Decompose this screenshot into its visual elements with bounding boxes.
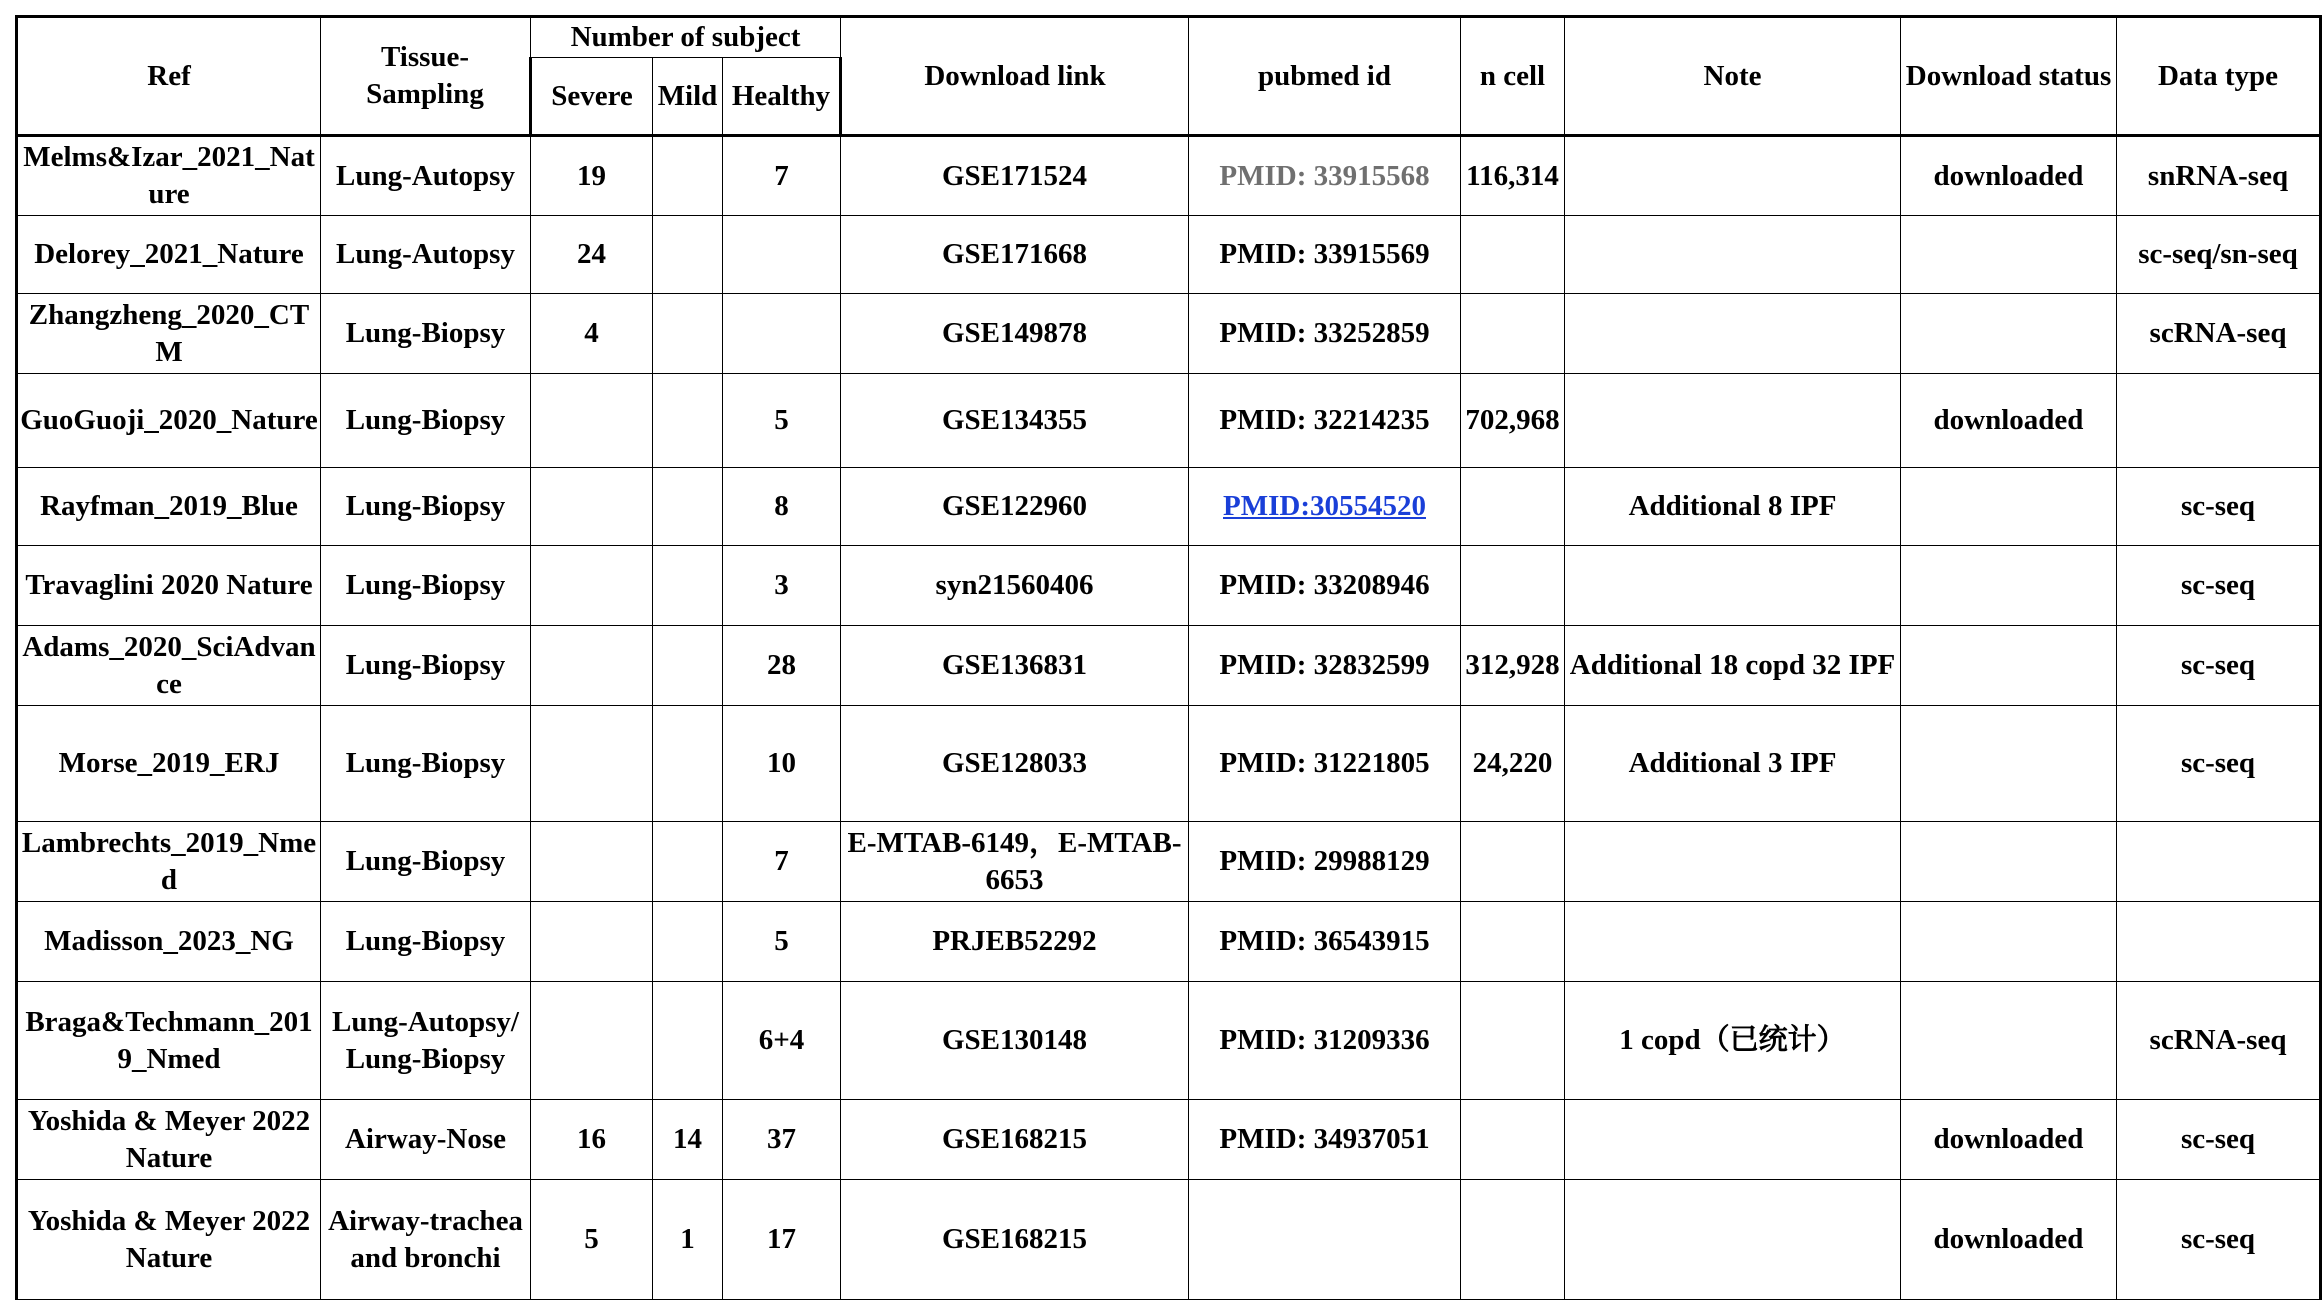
- cell-severe[interactable]: 19: [531, 136, 653, 216]
- cell-mild[interactable]: [653, 216, 723, 294]
- cell-note[interactable]: [1565, 294, 1901, 374]
- cell-ref[interactable]: Melms&Izar_2021_Nature: [17, 136, 321, 216]
- cell-pubmed-id[interactable]: PMID: 32214235: [1189, 374, 1461, 468]
- cell-healthy[interactable]: 5: [723, 902, 841, 982]
- header-tissue-sampling[interactable]: [321, 17, 531, 136]
- cell-data-type[interactable]: sc-seq: [2117, 1100, 2321, 1180]
- cell-ref[interactable]: Zhangzheng_2020_CTM: [17, 294, 321, 374]
- cell-healthy[interactable]: 5: [723, 374, 841, 468]
- cell-mild[interactable]: [653, 706, 723, 822]
- cell-download-link[interactable]: syn21560406: [841, 546, 1189, 626]
- cell-mild[interactable]: [653, 136, 723, 216]
- table-row: [17, 1180, 2321, 1300]
- cell-severe[interactable]: [531, 706, 653, 822]
- cell-data-type[interactable]: sc-seq: [2117, 1180, 2321, 1300]
- cell-download-link[interactable]: GSE122960: [841, 468, 1189, 546]
- header-data-type[interactable]: Data type: [2117, 17, 2321, 136]
- cell-healthy[interactable]: 10: [723, 706, 841, 822]
- cell-download-status[interactable]: downloaded: [1901, 1100, 2117, 1180]
- cell-note[interactable]: [1565, 374, 1901, 468]
- cell-mild[interactable]: [653, 902, 723, 982]
- cell-severe[interactable]: [531, 822, 653, 902]
- cell-ref[interactable]: Braga&Techmann_2019_Nmed: [17, 982, 321, 1100]
- cell-download-status[interactable]: [1901, 982, 2117, 1100]
- header-note[interactable]: Note: [1565, 17, 1901, 136]
- cell-pubmed-id[interactable]: [1189, 468, 1461, 546]
- cell-download-link[interactable]: E-MTAB-6149，E-MTAB-6653: [841, 822, 1189, 902]
- table-row: [17, 216, 2321, 294]
- cell-download-link[interactable]: GSE171668: [841, 216, 1189, 294]
- cell-n-cell[interactable]: [1461, 1180, 1565, 1300]
- cell-note[interactable]: Additional 3 IPF: [1565, 706, 1901, 822]
- cell-data-type[interactable]: scRNA-seq: [2117, 982, 2321, 1100]
- cell-download-status[interactable]: [1901, 706, 2117, 822]
- cell-note[interactable]: [1565, 546, 1901, 626]
- cell-n-cell[interactable]: 24,220: [1461, 706, 1565, 822]
- cell-note[interactable]: Additional 18 copd 32 IPF: [1565, 626, 1901, 706]
- cell-mild[interactable]: [653, 294, 723, 374]
- table-row: [17, 902, 2321, 982]
- cell-pubmed-id[interactable]: PMID: 33208946: [1189, 546, 1461, 626]
- cell-note[interactable]: [1565, 1100, 1901, 1180]
- data-table: [15, 15, 2322, 1300]
- cell-download-status[interactable]: downloaded: [1901, 374, 2117, 468]
- cell-severe[interactable]: 4: [531, 294, 653, 374]
- cell-n-cell[interactable]: 312,928: [1461, 626, 1565, 706]
- cell-download-status[interactable]: [1901, 216, 2117, 294]
- cell-data-type[interactable]: sc-seq: [2117, 468, 2321, 546]
- cell-tissue-sampling[interactable]: Lung-Biopsy: [321, 546, 531, 626]
- cell-healthy[interactable]: [723, 216, 841, 294]
- cell-severe[interactable]: [531, 902, 653, 982]
- cell-severe[interactable]: [531, 626, 653, 706]
- table-row: [17, 546, 2321, 626]
- cell-pubmed-id[interactable]: [1189, 1180, 1461, 1300]
- cell-healthy[interactable]: 7: [723, 136, 841, 216]
- cell-download-status[interactable]: downloaded: [1901, 1180, 2117, 1300]
- cell-ref[interactable]: Morse_2019_ERJ: [17, 706, 321, 822]
- cell-mild[interactable]: [653, 468, 723, 546]
- cell-ref[interactable]: Madisson_2023_NG: [17, 902, 321, 982]
- cell-data-type[interactable]: sc-seq: [2117, 706, 2321, 822]
- cell-severe[interactable]: 16: [531, 1100, 653, 1180]
- cell-tissue-sampling[interactable]: Lung-Biopsy: [321, 294, 531, 374]
- cell-healthy[interactable]: 6+4: [723, 982, 841, 1100]
- cell-healthy[interactable]: 3: [723, 546, 841, 626]
- table-row: [17, 1100, 2321, 1180]
- header-download-link[interactable]: Download link: [841, 17, 1189, 136]
- cell-ref[interactable]: Delorey_2021_Nature: [17, 216, 321, 294]
- cell-download-link[interactable]: PRJEB52292: [841, 902, 1189, 982]
- cell-download-status[interactable]: [1901, 546, 2117, 626]
- cell-mild[interactable]: [653, 982, 723, 1100]
- cell-n-cell[interactable]: [1461, 1100, 1565, 1180]
- cell-tissue-sampling[interactable]: Airway-trachea and bronchi: [321, 1180, 531, 1300]
- cell-healthy[interactable]: 28: [723, 626, 841, 706]
- cell-mild[interactable]: [653, 822, 723, 902]
- cell-download-link[interactable]: GSE171524: [841, 136, 1189, 216]
- cell-download-link[interactable]: GSE168215: [841, 1180, 1189, 1300]
- cell-ref[interactable]: GuoGuoji_2020_Nature: [17, 374, 321, 468]
- cell-n-cell[interactable]: [1461, 468, 1565, 546]
- table-row: [17, 706, 2321, 822]
- cell-download-status[interactable]: [1901, 822, 2117, 902]
- cell-download-link[interactable]: GSE128033: [841, 706, 1189, 822]
- pubmed-id-text: PMID: 33915568: [1219, 159, 1430, 192]
- cell-note[interactable]: [1565, 1180, 1901, 1300]
- cell-severe[interactable]: [531, 546, 653, 626]
- cell-healthy[interactable]: [723, 294, 841, 374]
- cell-n-cell[interactable]: [1461, 216, 1565, 294]
- table-row: [17, 982, 2321, 1100]
- cell-severe[interactable]: 24: [531, 216, 653, 294]
- table-row: [17, 822, 2321, 902]
- cell-severe[interactable]: 5: [531, 1180, 653, 1300]
- cell-download-link[interactable]: GSE134355: [841, 374, 1189, 468]
- cell-severe[interactable]: [531, 468, 653, 546]
- header-healthy[interactable]: Healthy: [723, 58, 841, 136]
- cell-ref[interactable]: Adams_2020_SciAdvance: [17, 626, 321, 706]
- cell-pubmed-id[interactable]: PMID: 29988129: [1189, 822, 1461, 902]
- cell-pubmed-id[interactable]: PMID: 33252859: [1189, 294, 1461, 374]
- cell-data-type[interactable]: sc-seq: [2117, 546, 2321, 626]
- cell-download-status[interactable]: [1901, 468, 2117, 546]
- cell-pubmed-id[interactable]: PMID: 33915569: [1189, 216, 1461, 294]
- cell-note[interactable]: [1565, 902, 1901, 982]
- cell-n-cell[interactable]: [1461, 982, 1565, 1100]
- cell-mild[interactable]: [653, 626, 723, 706]
- cell-data-type[interactable]: [2117, 374, 2321, 468]
- cell-tissue-sampling[interactable]: Airway-Nose: [321, 1100, 531, 1180]
- cell-healthy[interactable]: 7: [723, 822, 841, 902]
- cell-pubmed-id[interactable]: PMID: 34937051: [1189, 1100, 1461, 1180]
- cell-download-link[interactable]: GSE130148: [841, 982, 1189, 1100]
- table-row: [17, 374, 2321, 468]
- pubmed-link[interactable]: PMID:30554520: [1223, 490, 1426, 522]
- cell-severe[interactable]: [531, 374, 653, 468]
- cell-mild[interactable]: 1: [653, 1180, 723, 1300]
- cell-note[interactable]: [1565, 216, 1901, 294]
- cell-data-type[interactable]: scRNA-seq: [2117, 294, 2321, 374]
- table-row: [17, 626, 2321, 706]
- cell-download-status[interactable]: downloaded: [1901, 136, 2117, 216]
- cell-pubmed-id[interactable]: PMID: 31221805: [1189, 706, 1461, 822]
- cell-severe[interactable]: [531, 982, 653, 1100]
- cell-download-link[interactable]: GSE136831: [841, 626, 1189, 706]
- table-row: [17, 468, 2321, 546]
- header-tissue-text: Tissue- Sampling: [366, 41, 484, 110]
- cell-healthy[interactable]: 37: [723, 1100, 841, 1180]
- cell-data-type[interactable]: [2117, 902, 2321, 982]
- cell-ref[interactable]: Lambrechts_2019_Nmed: [17, 822, 321, 902]
- cell-mild[interactable]: [653, 546, 723, 626]
- cell-mild[interactable]: [653, 374, 723, 468]
- cell-tissue-sampling[interactable]: Lung-Biopsy: [321, 374, 531, 468]
- cell-note[interactable]: Additional 8 IPF: [1565, 468, 1901, 546]
- cell-n-cell[interactable]: [1461, 822, 1565, 902]
- cell-tissue-sampling[interactable]: Lung-Autopsy/Lung-Biopsy: [321, 982, 531, 1100]
- header-ref[interactable]: Ref: [17, 17, 321, 136]
- cell-tissue-sampling[interactable]: Lung-Biopsy: [321, 468, 531, 546]
- cell-download-status[interactable]: [1901, 294, 2117, 374]
- cell-download-status[interactable]: [1901, 626, 2117, 706]
- cell-pubmed-id[interactable]: PMID: 32832599: [1189, 626, 1461, 706]
- cell-tissue-sampling[interactable]: Lung-Autopsy: [321, 136, 531, 216]
- cell-download-link[interactable]: GSE149878: [841, 294, 1189, 374]
- cell-tissue-sampling[interactable]: Lung-Biopsy: [321, 706, 531, 822]
- header-severe[interactable]: Severe: [531, 58, 653, 136]
- cell-pubmed-id[interactable]: [1189, 136, 1461, 216]
- header-pubmed-id[interactable]: pubmed id: [1189, 17, 1461, 136]
- cell-ref[interactable]: Yoshida & Meyer 2022 Nature: [17, 1100, 321, 1180]
- cell-n-cell[interactable]: [1461, 902, 1565, 982]
- cell-ref[interactable]: Travaglini 2020 Nature: [17, 546, 321, 626]
- header-number-of-subject[interactable]: Number of subject: [531, 17, 841, 58]
- cell-n-cell[interactable]: [1461, 546, 1565, 626]
- cell-data-type[interactable]: sc-seq: [2117, 626, 2321, 706]
- header-download-status[interactable]: Download status: [1901, 17, 2117, 136]
- cell-download-status[interactable]: [1901, 902, 2117, 982]
- cell-tissue-sampling[interactable]: Lung-Biopsy: [321, 822, 531, 902]
- cell-note[interactable]: [1565, 822, 1901, 902]
- header-n-cell[interactable]: n cell: [1461, 17, 1565, 136]
- cell-pubmed-id[interactable]: PMID: 36543915: [1189, 902, 1461, 982]
- header-mild[interactable]: Mild: [653, 58, 723, 136]
- cell-data-type[interactable]: [2117, 822, 2321, 902]
- cell-tissue-sampling[interactable]: Lung-Biopsy: [321, 902, 531, 982]
- table-row: [17, 294, 2321, 374]
- cell-n-cell[interactable]: 702,968: [1461, 374, 1565, 468]
- cell-data-type[interactable]: snRNA-seq: [2117, 136, 2321, 216]
- cell-n-cell[interactable]: 116,314: [1461, 136, 1565, 216]
- cell-mild[interactable]: 14: [653, 1100, 723, 1180]
- cell-download-link[interactable]: GSE168215: [841, 1100, 1189, 1180]
- cell-note[interactable]: 1 copd（已统计）: [1565, 982, 1901, 1100]
- cell-healthy[interactable]: 8: [723, 468, 841, 546]
- cell-data-type[interactable]: sc-seq/sn-seq: [2117, 216, 2321, 294]
- cell-ref[interactable]: Yoshida & Meyer 2022 Nature: [17, 1180, 321, 1300]
- table-row: [17, 136, 2321, 216]
- cell-ref[interactable]: Rayfman_2019_Blue: [17, 468, 321, 546]
- cell-note[interactable]: [1565, 136, 1901, 216]
- cell-n-cell[interactable]: [1461, 294, 1565, 374]
- cell-tissue-sampling[interactable]: Lung-Biopsy: [321, 626, 531, 706]
- cell-tissue-sampling[interactable]: Lung-Autopsy: [321, 216, 531, 294]
- cell-healthy[interactable]: 17: [723, 1180, 841, 1300]
- cell-pubmed-id[interactable]: PMID: 31209336: [1189, 982, 1461, 1100]
